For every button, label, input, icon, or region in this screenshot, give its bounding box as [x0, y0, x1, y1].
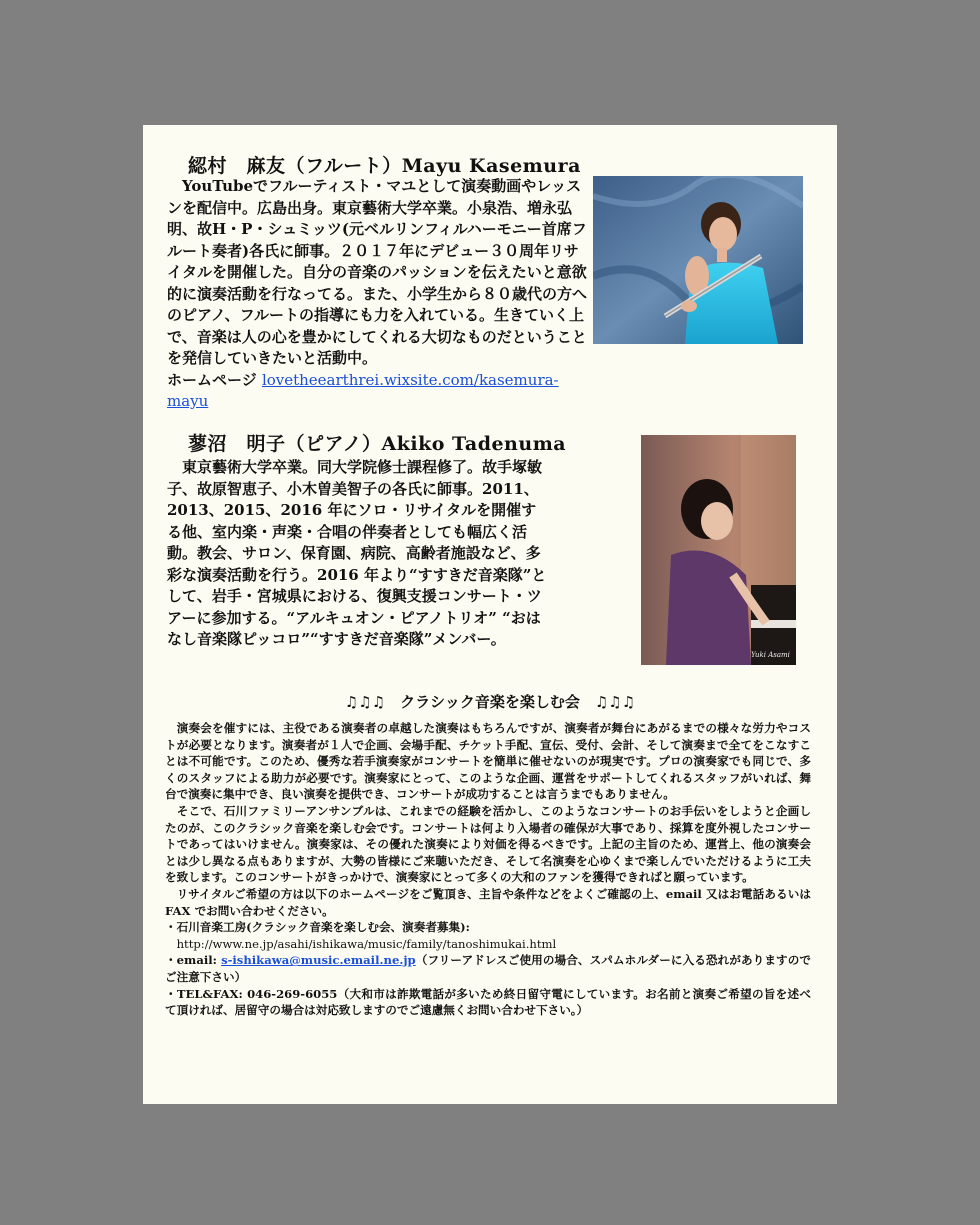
- flyer-page: [143, 125, 837, 1104]
- section-para-2: そこで、石川ファミリーアンサンブルは、これまでの経験を活かし、このようなコンサートのお手伝いをしようと企画したのが、このクラシック音楽を楽しむ会です。コンサートは何より入場者の確保が大事であり、採算を度外視したコンサートであってはいけません。演奏家は、その優れた演奏により対価を得るべきです。上記の主旨のため、運営上、他の演奏会とは少し異なる点もありますが、大勢の皆様にご来聴いただき、そして名演奏を心ゆくまで楽しんでいただけるように工夫を致します。このコンサートがきっかけで、演奏家にとって多くの大和のファンを獲得できればと願っています。: [165, 803, 811, 885]
- mayu-homepage-label: ホームページ: [167, 370, 262, 389]
- akiko-name: 蓼沼 明子（ピアノ）Akiko Tadenuma: [188, 433, 567, 455]
- section-heading: ♫♫♫ クラシック音楽を楽しむ会 ♫♫♫: [344, 693, 636, 711]
- section-body: [165, 720, 811, 1019]
- contact-item-workshop: ・石川音楽工房(クラシック音楽を楽しむ会、演奏者募集):: [165, 920, 470, 935]
- contact-item-url: http://www.ne.jp/asahi/ishikawa/music/family/tanoshimukai.html: [165, 936, 557, 951]
- mayu-homepage-link[interactable]: lovetheearthrei.wixsite.com/kasemura-mayu: [167, 370, 559, 410]
- mayu-bio: [167, 176, 587, 413]
- section-para-1: 演奏会を催すには、主役である演奏者の卓越した演奏はもちろんですが、演奏者が舞台にあがるまでの様々な労力やコストが必要となります。演奏者が１人で企画、会場手配、チケット手配、宣伝、受付、会計、そして演奏まで全てをこなすことは不可能です。このため、優秀な若手演奏家がコンサートを簡単に催せないのが現実です。プロの演奏家でも同じで、多くのスタッフによる助力が必要です。演奏家にとって、このような企画、運営をサポートしてくれるスタッフがいれば、舞台で演奏に集中でき、良い演奏を提供でき、コンサートが成功することは言うまでもありません。: [165, 721, 811, 802]
- mayu-name: 綛村 麻友（フルート）Mayu Kasemura: [188, 155, 581, 177]
- contact-item-tel: ・TEL&FAX: 046-269-6055（大和市は詐欺電話が多いため終日留守電にしています。お名前と演奏ご希望の旨を述べて頂ければ、居留守の場合は対応致しますのでご遠慮無くお問い合わせ下さい。）: [165, 986, 811, 1018]
- contact-item-email: [165, 952, 811, 985]
- section-para-3: リサイタルご希望の方は以下のホームページをご覧頂き、主旨や条件などをよくご確認の上、email 又はお電話あるいは FAX でお問い合わせください。: [165, 886, 811, 918]
- akiko-photo: [641, 435, 796, 665]
- email-note: （フリーアドレスご使用の場合、スパムホルダーに入る恐れがありますのでご注意下さい）: [165, 953, 812, 984]
- mayu-photo: [593, 176, 803, 344]
- email-link[interactable]: s-ishikawa@music.email.ne.jp: [221, 953, 416, 968]
- akiko-photo-signature: Yuki Asami: [751, 651, 790, 659]
- akiko-bio: [167, 457, 549, 651]
- mayu-homepage-line: [167, 370, 587, 413]
- mayu-bio-text: YouTubeでフルーティスト・マユとして演奏動画やレッスンを配信中。広島出身。東京藝術大学卒業。小泉浩、増永弘明、故H・P・シュミッツ(元ベルリンフィルハーモニー首席フルート奏者)各氏に師事。２０１７年にデビュー３０周年リサイタルを開催した。自分の音楽のパッションを伝えたいと意欲的に演奏活動を行なってる。また、小学生から８０歳代の方へのピアノ、フルートの指導にも力を入れている。生きていく上で、音楽は人の心を豊かにしてくれる大切なものだということを発信していきたいと活動中。: [167, 177, 588, 367]
- akiko-bio-text: 東京藝術大学卒業。同大学院修士課程修了。故手塚敏子、故原智恵子、小木曽美智子の各氏に師事。2011、2013、2015、2016 年にソロ・リサイタルを開催する他、室内楽・声楽・合唱の伴奏者としても幅広く活動。教会、サロン、保育園、病院、高齢者施設など、多彩な演奏活動を行う。2016 年より“すすきだ音楽隊”として、岩手・宮城県における、復興支援コンサート・ツアーに参加する。“アルキュオン・ピアノトリオ” “おはなし音楽隊ピッコロ”“すすきだ音楽隊”メンバー。: [167, 458, 547, 648]
- email-label: ・email:: [165, 953, 222, 968]
